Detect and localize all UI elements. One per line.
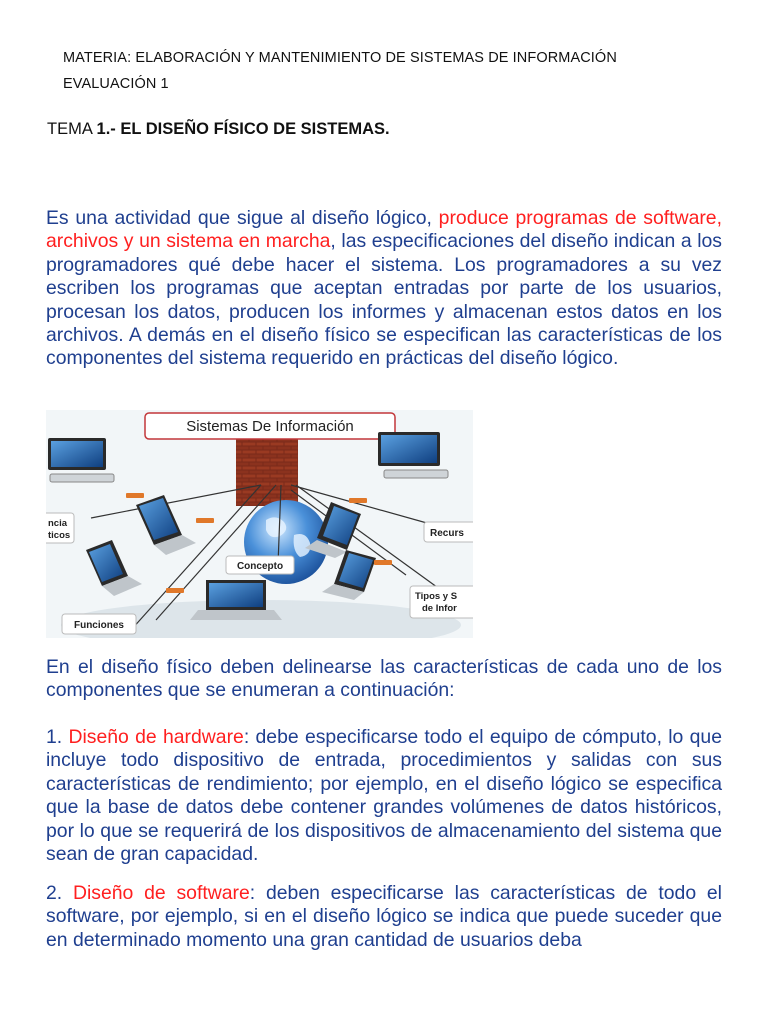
intro-text-1: Es una actividad que sigue al diseño lógico,: [46, 207, 439, 229]
information-systems-figure: [46, 410, 473, 638]
label-resources: Recurs: [430, 528, 464, 539]
header-course: MATERIA: ELABORACIÓN Y MANTENIMIENTO DE SISTEMAS DE INFORMACIÓN: [63, 50, 617, 66]
topic-heading: [47, 120, 390, 139]
item-number: 1.: [46, 726, 69, 748]
header-evaluation: EVALUACIÓN 1: [63, 76, 169, 92]
label-left-top: ncia: [48, 518, 68, 529]
intro-paragraph: [46, 207, 722, 371]
label-left-bottom: ticos: [48, 530, 71, 541]
topic-title: 1.- EL DISEÑO FÍSICO DE SISTEMAS.: [96, 120, 390, 138]
components-intro: En el diseño físico deben delinearse las características de cada uno de los componentes que se enumeran a continuación:: [46, 656, 722, 702]
intro-text-2: , las especificaciones del diseño indican a los programadores qué debe hacer el sistema. Los programadores a su vez escriben los programas que aceptan entradas por parte de los usuarios, procesan los datos, producen los informes y almacenan estos datos en los archivos. A demás en el diseño físico se especifican las características de los componentes del sistema requerido en prácticas del diseño lógico.: [46, 230, 722, 370]
item-software: [46, 882, 722, 952]
item-text: : debe especificarse todo el equipo de cómputo, lo que incluye todo dispositivo de entrada, procedimientos y salidas con sus características de rendimiento; por ejemplo, en el diseño lógico se especifica que la base de datos debe contener grandes volúmenes de datos históricos, por lo que se requerirá de los dispositivos de almacenamiento del sistema que sean de gran capacidad.: [46, 726, 722, 866]
label-types-top: Tipos y S: [415, 591, 458, 602]
item-hardware: [46, 726, 722, 866]
desktop-right-icon: [378, 432, 448, 478]
figure-illustration: [46, 410, 473, 638]
topic-prefix: TEMA: [47, 120, 97, 138]
item-title: Diseño de hardware: [68, 726, 244, 748]
item-number: 2.: [46, 882, 73, 904]
label-types-bottom: de Infor: [422, 603, 457, 614]
intro-highlight: produce programas de software, archivos y un sistema en marcha: [46, 207, 722, 253]
item-title: Diseño de software: [72, 882, 250, 904]
label-concept: Concepto: [236, 561, 284, 572]
item-text: : deben especificarse las características de todo el software, por ejemplo, si en el diseño lógico se indica que puede suceder que en determinado momento una gran cantidad de usuarios deba: [46, 882, 722, 951]
label-functions: Funciones: [73, 620, 125, 631]
desktop-left-icon: [48, 438, 114, 482]
figure-title: Sistemas De Información: [186, 418, 354, 435]
